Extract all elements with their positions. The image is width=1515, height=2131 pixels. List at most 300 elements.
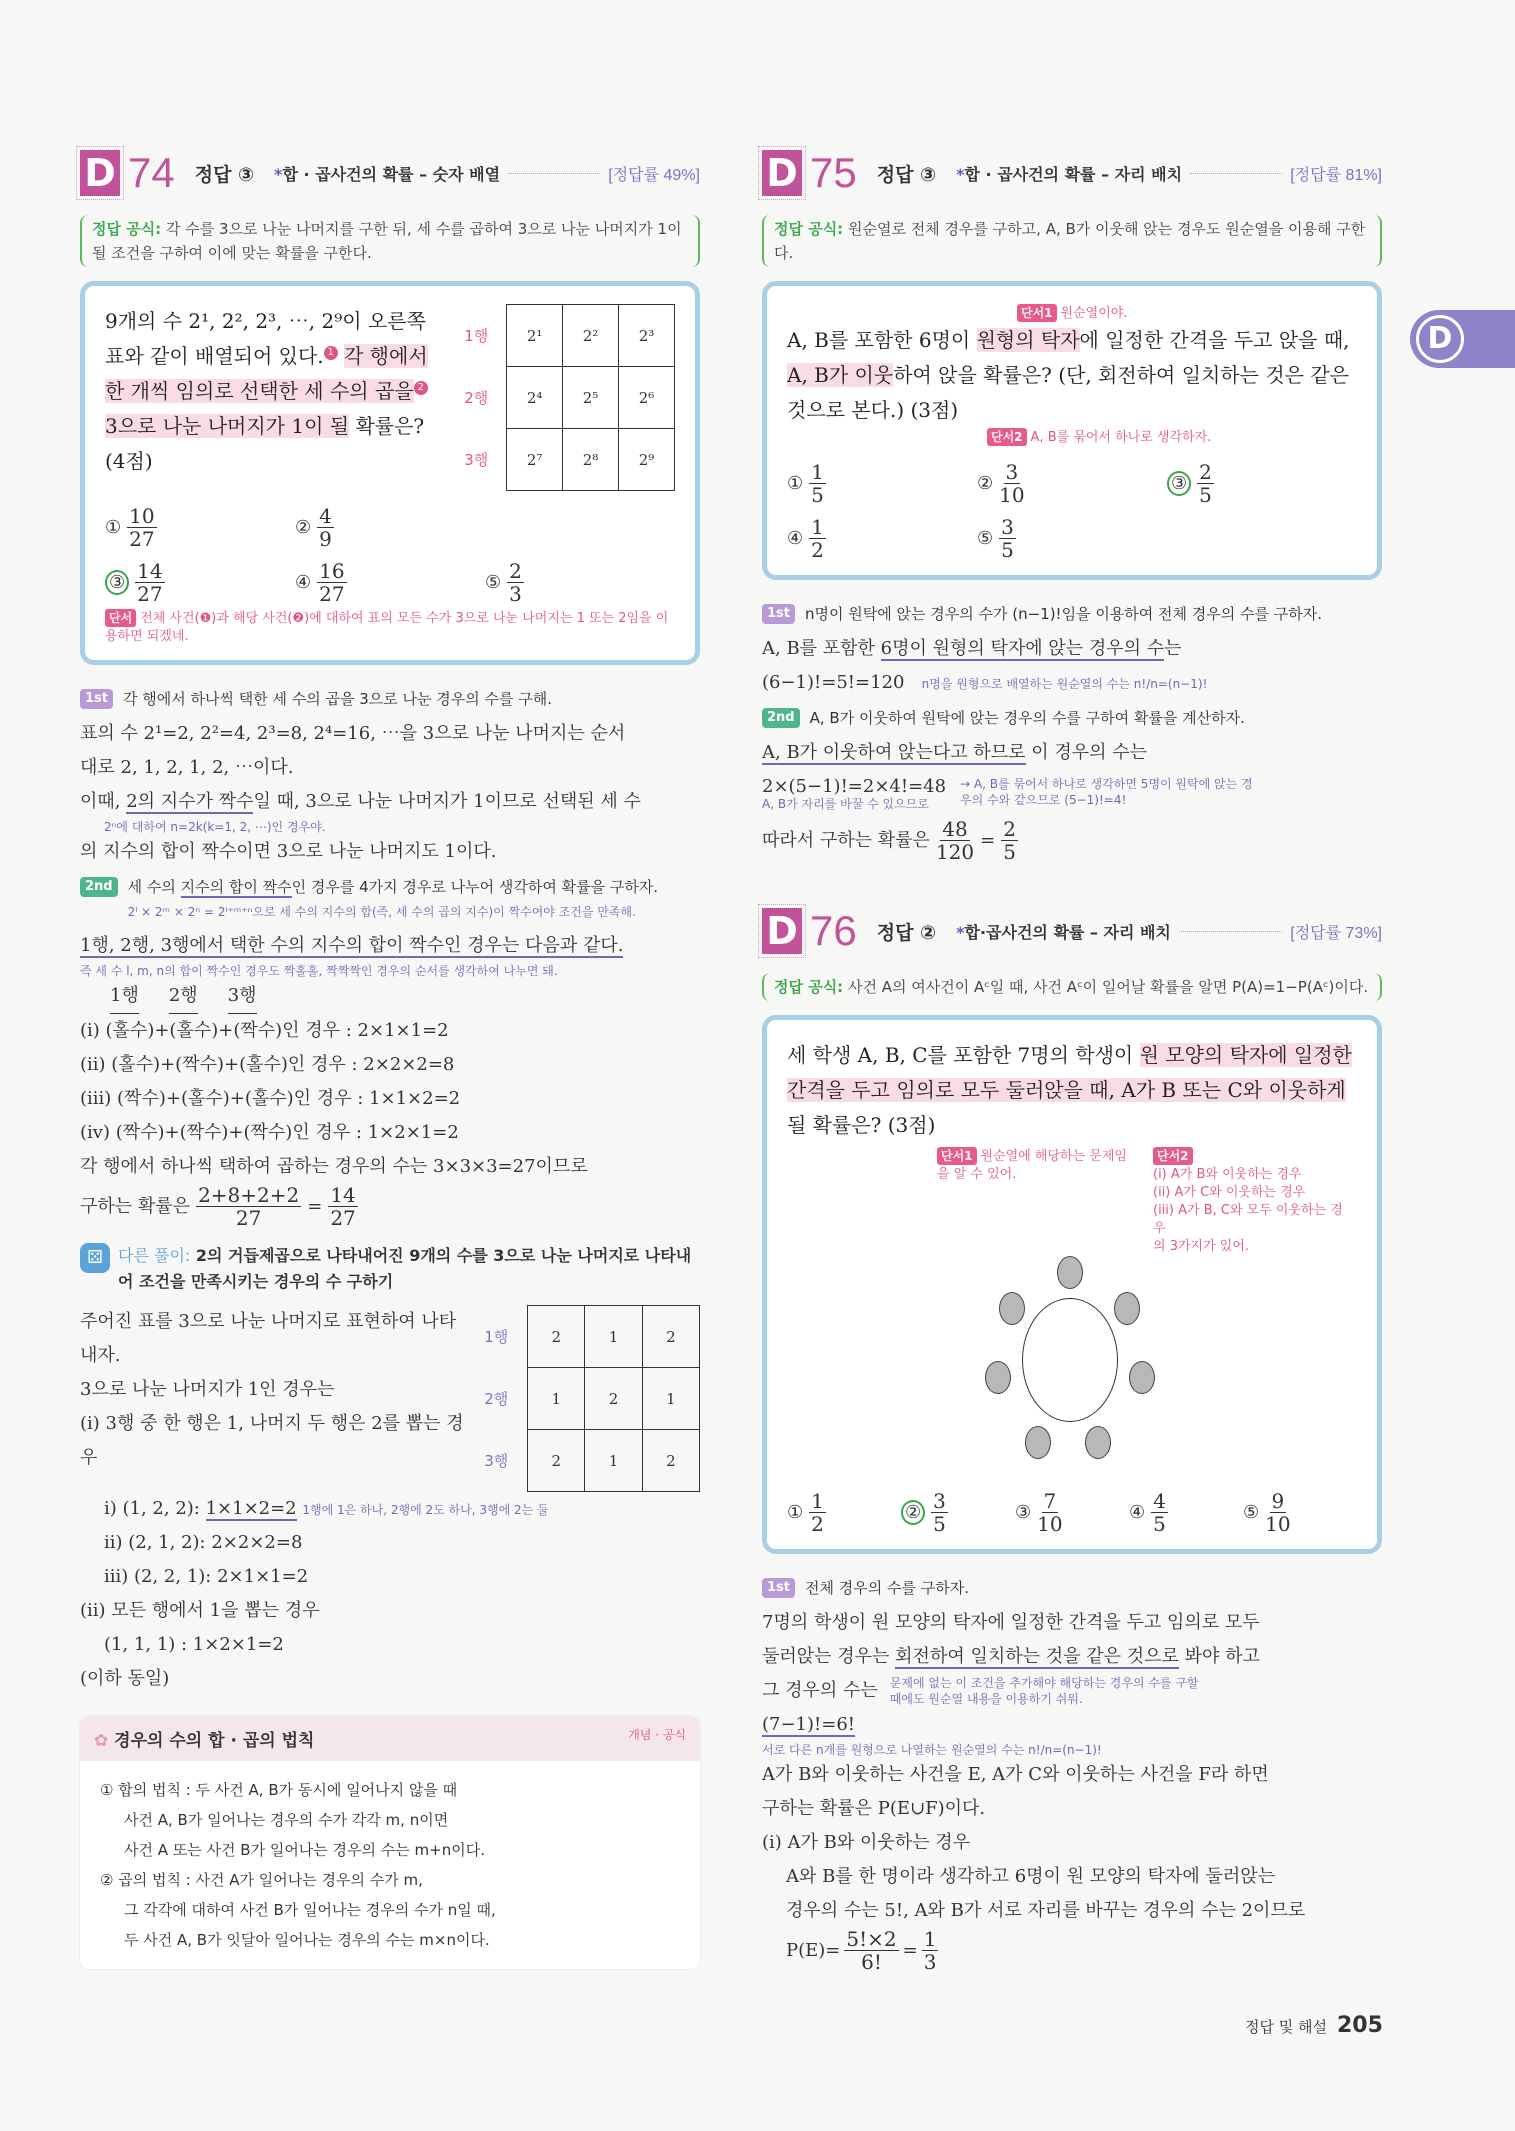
annotation-note: 2ⁿ에 대하여 n=2k(k=1, 2, ⋯)인 경우야. — [104, 820, 326, 834]
fraction — [999, 461, 1024, 506]
fraction — [999, 516, 1016, 561]
choice-4[interactable] — [787, 516, 977, 561]
question-text — [787, 1038, 1357, 1143]
text: ii) (2, 1, 2): — [104, 1532, 212, 1553]
column-heads — [80, 979, 700, 1014]
seat-icon — [1114, 1292, 1140, 1325]
q76-header — [762, 903, 1382, 959]
q75-question-box — [762, 281, 1382, 580]
concept-line: 두 사건 A, B가 잇달아 일어나는 경우의 수는 m×n이다. — [124, 1931, 490, 1949]
concept-box — [80, 1716, 700, 1969]
fraction — [1197, 461, 1214, 506]
denominator: 10 — [999, 483, 1025, 507]
choice-number: ⑤ — [1243, 1502, 1260, 1523]
text: P(E)= — [786, 1939, 841, 1961]
numerator: 4 — [319, 504, 332, 528]
exponent-grid — [450, 304, 675, 491]
annotation-note: 1행에 1은 하나, 2행에 2도 하나, 3행에 2는 둘 — [302, 1503, 549, 1517]
solution-line: A가 B와 이웃하는 사건을 E, A가 C와 이웃하는 사건을 F라 하면 — [762, 1764, 1269, 1785]
numerator: 10 — [129, 504, 155, 528]
grid-cell: 2 — [642, 1430, 699, 1492]
text: 될 확률은? (3점) — [787, 1113, 936, 1137]
numerator: 14 — [330, 1183, 356, 1207]
col-head: 3행 — [228, 979, 257, 1014]
text: 는 — [1164, 638, 1182, 659]
denominator: 27 — [129, 527, 155, 551]
solution-line — [80, 785, 700, 819]
step-2 — [80, 875, 700, 923]
solution-line — [762, 770, 1382, 812]
topic-label — [274, 162, 500, 185]
concept-line: 사건 A 또는 사건 B가 일어나는 경우의 수는 m+n이다. — [124, 1841, 485, 1859]
col-head: 2행 — [169, 979, 198, 1014]
question-highlight: A, B가 이웃 — [787, 363, 894, 387]
annotation-note: n명을 원형으로 배열하는 원순열의 수는 n!/n=(n−1)! — [921, 677, 1208, 691]
answer-formula — [762, 973, 1382, 1001]
underlined-text: A, B가 이웃하여 앉는다고 하므로 — [762, 742, 1026, 763]
subcase-line — [104, 1492, 700, 1526]
row-label: 1행 — [464, 327, 489, 345]
text: 따라서 구하는 확률은 — [762, 829, 930, 851]
expression: (6−1)!=5!=120 — [762, 672, 905, 693]
step-1 — [80, 687, 700, 711]
underlined-text: 1×1×2=2 — [205, 1498, 297, 1519]
fraction — [936, 818, 974, 863]
grid-cell: 2 — [528, 1430, 585, 1492]
choice-3[interactable] — [1015, 1490, 1129, 1535]
formula-text: 사건 A의 여사건이 Aᶜ일 때, 사건 Aᶜ이 일어날 확률을 알면 P(A)=1−P(Aᶜ)이다. — [847, 978, 1369, 996]
fraction — [922, 1928, 939, 1973]
grid-cell: 2⁵ — [563, 367, 619, 429]
denominator: 6! — [861, 1950, 882, 1974]
hint-tag: 단서2 — [987, 428, 1027, 446]
grid-cell: 2 — [585, 1368, 642, 1430]
numerator: 1 — [923, 1927, 937, 1951]
left-column — [80, 145, 700, 1969]
hint-line: (iii) A가 B, C와 모두 이웃하는 경우 — [1153, 1203, 1343, 1236]
fraction — [931, 1490, 948, 1535]
answer-choices — [787, 1490, 1357, 1535]
grid-cell: 1 — [528, 1368, 585, 1430]
annotation-note: 서로 다른 n개를 원형으로 나열하는 원순열의 수는 n!/n=(n−1)! — [762, 1743, 1102, 1757]
answer-choices — [787, 461, 1357, 561]
hint-line: 의 3가지가 있어. — [1153, 1239, 1250, 1254]
concept-header — [80, 1716, 700, 1761]
solution-line: (i) A가 B와 이웃하는 경우 — [762, 1832, 971, 1853]
row-label: 2행 — [484, 1390, 509, 1408]
solution-line: 3으로 나눈 나머지가 1인 경우는 — [80, 1379, 335, 1400]
hint-tag: 단서2 — [1153, 1147, 1193, 1165]
row-label: 1행 — [484, 1328, 509, 1346]
step-tag: 1st — [762, 604, 795, 624]
hint-line: (ii) A가 C와 이웃하는 경우 — [1153, 1185, 1306, 1200]
choice-number: ④ — [295, 572, 312, 593]
chapter-side-tab[interactable] — [1410, 310, 1515, 368]
hint-note — [105, 609, 675, 646]
numerator: 48 — [942, 817, 968, 841]
seat-icon — [999, 1292, 1025, 1325]
grid-cell: 2³ — [619, 305, 675, 367]
question-part: 확률은? (4점) — [105, 414, 425, 473]
solution-line: 표의 수 2¹=2, 2²=4, 2³=8, 2⁴=16, ⋯을 3으로 나눈 나머지는 순서 — [80, 723, 626, 744]
correct-rate: [정답률 81%] — [1290, 166, 1382, 184]
text: 둘러앉는 경우는 — [762, 1646, 896, 1667]
round-table — [1022, 1298, 1118, 1422]
seat-icon — [1085, 1426, 1111, 1459]
solution-line: 의 지수의 합이 짝수이면 3으로 나눈 나머지도 1이다. — [80, 841, 497, 862]
step-tag: 2nd — [80, 877, 118, 897]
step-text: n명이 원탁에 앉는 경우의 수가 (n−1)!임을 이용하여 전체 경우의 수를 구하자. — [805, 605, 1323, 623]
solution-text — [762, 632, 1382, 700]
q74-question-box — [80, 281, 700, 665]
hint-note-2 — [1153, 1147, 1343, 1256]
grid-cell: 1 — [642, 1368, 699, 1430]
section-badge: D — [80, 150, 120, 196]
row-label: 3행 — [464, 451, 489, 469]
fraction — [507, 560, 524, 605]
choice-number: ② — [295, 517, 312, 538]
answer-choices — [105, 505, 675, 605]
step-2 — [762, 706, 1382, 730]
leader-dots — [508, 173, 600, 174]
text: 2×2×2=8 — [211, 1532, 303, 1553]
grid-cell: 1 — [585, 1430, 642, 1492]
solution-line — [762, 632, 1382, 666]
equals: = — [307, 1195, 323, 1217]
denominator: 5 — [811, 483, 824, 507]
denominator: 10 — [1037, 1512, 1063, 1536]
numerator: 16 — [319, 559, 345, 583]
numerator: 3 — [933, 1489, 946, 1513]
concept-line: 그 각각에 대하여 사건 B가 일어나는 경우의 수가 n일 때, — [124, 1901, 496, 1919]
solution-line: (ii) 모든 행에서 1을 뽑는 경우 — [80, 1600, 320, 1621]
choice-number: ④ — [1129, 1502, 1146, 1523]
grid-cell: 2 — [642, 1306, 699, 1368]
solution-text — [762, 736, 1382, 863]
text: 일 때, 3으로 나눈 나머지가 1이므로 선택된 세 수 — [253, 791, 641, 812]
step-1 — [762, 602, 1382, 626]
correct-rate: [정답률 49%] — [608, 166, 700, 184]
denominator: 5 — [1199, 483, 1212, 507]
numerator: 9 — [1271, 1489, 1285, 1513]
fraction — [1151, 1490, 1168, 1535]
question-highlight: 각 행에서 한 개씩 임의로 선택한 세 수의 곱을 — [105, 344, 428, 403]
text: 이때, — [80, 791, 127, 812]
right-column — [762, 145, 1382, 1973]
formula-label: 정답 공식: — [92, 220, 162, 238]
question-highlight: 3으로 나눈 나머지가 1이 될 — [105, 414, 350, 438]
answer-formula — [80, 215, 700, 267]
denominator: 27 — [319, 582, 345, 606]
question-text — [787, 323, 1357, 428]
step-tag: 1st — [80, 689, 113, 709]
text: A, B를 포함한 — [762, 638, 881, 659]
correct-rate: [정답률 73%] — [1290, 924, 1382, 942]
chapter-letter-icon: D — [1416, 315, 1464, 363]
result-line — [80, 1184, 700, 1229]
denominator: 27 — [235, 1206, 262, 1230]
choice-number: ① — [787, 1502, 804, 1523]
numerator: 1 — [811, 460, 824, 484]
text: 구하는 확률은 — [80, 1195, 191, 1217]
underlined-text: 2의 지수가 짝수 — [126, 791, 254, 812]
hint-note-2 — [787, 428, 1357, 447]
choice-2[interactable] — [295, 505, 485, 550]
alt-title: 2의 거듭제곱으로 나타내어진 9개의 수를 3으로 나눈 나머지로 나타내어 조건을 만족시키는 경우의 수 구하기 — [118, 1246, 692, 1291]
grid-cell: 1 — [585, 1306, 642, 1368]
question-number: 74 — [128, 149, 175, 196]
denominator: 5 — [1003, 840, 1016, 864]
grid-cell: 2² — [563, 305, 619, 367]
denominator: 3 — [923, 1950, 937, 1974]
case-line: (iii) (짝수)+(홀수)+(홀수)인 경우 : 1×1×2=2 — [80, 1088, 461, 1109]
leader-dots — [1179, 931, 1282, 932]
choice-4[interactable] — [1129, 1490, 1243, 1535]
q75-header — [762, 145, 1382, 201]
choice-1[interactable] — [105, 505, 295, 550]
text: 세 학생 A, B, C를 포함한 7명의 학생이 — [787, 1043, 1140, 1067]
leader-dots — [1190, 173, 1282, 174]
text: 하여 앉을 확률은? (단, 회전하여 일치하는 것은 같은 것으로 본다.) (3점) — [787, 363, 1349, 422]
case-line: (ii) (홀수)+(짝수)+(홀수)인 경우 : 2×2×2=8 — [80, 1054, 455, 1075]
solution-text — [762, 1606, 1382, 1973]
subcase-line — [104, 1526, 700, 1560]
formula-label: 정답 공식: — [774, 978, 844, 996]
denominator: 5 — [933, 1512, 946, 1536]
marker-1-icon: 1 — [324, 346, 338, 360]
result-line — [762, 1928, 1382, 1973]
text: 인 경우를 4가지 경우로 나누어 생각하여 확률을 구하자. — [291, 878, 659, 896]
hint-note-1 — [787, 304, 1357, 323]
seat-icon — [1129, 1361, 1155, 1394]
choice-3-selected[interactable] — [1167, 461, 1357, 506]
topic-text: 합 · 곱사건의 확률 – 자리 배치 — [964, 164, 1183, 184]
hint-text: 원순열이야. — [1060, 306, 1128, 321]
numerator: 1 — [811, 1489, 824, 1513]
text: 세 수의 — [127, 878, 181, 896]
question-number: 76 — [810, 907, 857, 954]
text: 봐야 하고 — [1178, 1646, 1260, 1667]
q74-header — [80, 145, 700, 201]
grid-cell: 2⁸ — [563, 429, 619, 491]
solution-text — [80, 717, 700, 869]
remainder-grid — [470, 1305, 701, 1492]
q76-question-box — [762, 1015, 1382, 1554]
choice-number-circled: ② — [901, 1500, 925, 1525]
choice-number: ⑤ — [485, 572, 502, 593]
choice-number: ④ — [787, 528, 804, 549]
hint-line: (i) A가 B와 이웃하는 경우 — [1153, 1167, 1302, 1182]
choice-2-selected[interactable] — [901, 1490, 1015, 1535]
grid-cell: 2⁷ — [507, 429, 563, 491]
annotation-note: → A, B를 묶어서 하나로 생각하면 5명이 원탁에 앉는 경우의 수와 같으므로 (5−1)!=4! — [960, 777, 1253, 807]
annotation-note: 문제에 없는 이 조건을 추가해야 해당하는 경우의 수를 구할 때에도 원순열 내용을 이용하기 쉬워. — [889, 1676, 1199, 1706]
underlined-text: 지수의 합이 짝수 — [180, 878, 292, 896]
choice-5[interactable] — [1243, 1490, 1357, 1535]
annotation-note: 즉 세 수 l, m, n의 합이 짝수인 경우도 짝홀홀, 짝짝짝인 경우의 순서를 생각하여 나누면 돼. — [80, 964, 558, 978]
choice-4[interactable] — [295, 560, 485, 605]
denominator: 27 — [137, 582, 163, 606]
row-label: 2행 — [464, 389, 489, 407]
equals: = — [902, 1939, 918, 1961]
numerator: 2 — [1003, 817, 1016, 841]
hint-tag: 단서1 — [1017, 304, 1057, 322]
numerator: 14 — [137, 559, 163, 583]
star-icon: * — [956, 164, 965, 184]
solution-line: 1행, 2행, 3행에서 택한 수의 지수의 합이 짝수인 경우는 다음과 같다. — [80, 935, 624, 956]
expression: 2×(5−1)!=2×4!=48 — [762, 776, 947, 797]
question-number: 75 — [810, 149, 857, 196]
solution-text — [80, 929, 700, 1229]
denominator: 27 — [330, 1206, 356, 1230]
text: 에 일정한 간격을 두고 앉을 때, — [1079, 328, 1350, 352]
star-icon: * — [274, 164, 283, 184]
subcase-line — [104, 1560, 700, 1594]
section-badge: D — [762, 908, 802, 954]
text: 이 경우의 수는 — [1025, 742, 1147, 763]
solution-line — [762, 736, 1382, 770]
grid-cell: 2¹ — [507, 305, 563, 367]
text: 2×1×1=2 — [217, 1566, 309, 1587]
answer-label: 정답 ② — [876, 921, 937, 944]
solution-line: 대로 2, 1, 2, 1, 2, ⋯이다. — [80, 757, 294, 778]
hint-tag: 단서 — [105, 609, 136, 627]
formula-text: 원순열로 전체 경우를 구하고, A, B가 이웃해 앉는 경우도 원순열을 이용해 구한다. — [774, 220, 1366, 262]
numerator: 2 — [1199, 460, 1212, 484]
denominator: 5 — [1153, 1512, 1166, 1536]
fraction — [844, 1928, 898, 1973]
fraction — [135, 560, 164, 605]
solution-line: (이하 동일) — [80, 1668, 170, 1689]
fraction — [1001, 818, 1018, 863]
question-part: 9개의 수 2¹, 2², 2³, ⋯, 2⁹이 오른쪽 표와 같이 배열되어 있다. — [105, 309, 426, 368]
row-label: 3행 — [484, 1452, 509, 1470]
grid-cell: 2⁶ — [619, 367, 675, 429]
numerator: 3 — [1001, 515, 1014, 539]
fraction — [317, 560, 346, 605]
step-tag: 1st — [762, 1578, 795, 1598]
annotation-note: 2ˡ × 2ᵐ × 2ⁿ = 2ˡ⁺ᵐ⁺ⁿ으로 세 수의 지수의 합(즉, 세 수의 곱의 지수)이 짝수여야 조건을 만족해. — [127, 905, 636, 919]
text: iii) (2, 2, 1): — [104, 1566, 218, 1587]
choice-2[interactable] — [977, 461, 1167, 506]
equals: = — [980, 829, 996, 851]
numerator: 3 — [1005, 460, 1019, 484]
denominator: 2 — [811, 1512, 824, 1536]
alt-solution-text — [80, 1594, 700, 1696]
alt-solution-header — [80, 1243, 700, 1295]
answer-label: 정답 ③ — [876, 163, 937, 186]
question-highlight: 원 모양의 탁자에 일정한 간격을 두고 임의로 모두 둘러앉을 때, A가 B 또는 C와 이웃하게 — [787, 1043, 1352, 1102]
denominator: 10 — [1265, 1512, 1291, 1536]
solution-line: 경우의 수는 5!, A와 B가 서로 자리를 바꾸는 경우의 수는 2이므로 — [786, 1900, 1306, 1921]
concept-line: ① 합의 법칙 : 두 사건 A, B가 동시에 일어나지 않을 때 — [100, 1781, 458, 1799]
alt-label: 다른 풀이: — [118, 1246, 191, 1265]
col-head: 1행 — [110, 979, 139, 1014]
denominator: 3 — [509, 582, 522, 606]
alt-solution-text — [80, 1305, 470, 1492]
hint-tag: 단서1 — [937, 1147, 977, 1165]
numerator: 5!×2 — [846, 1927, 897, 1951]
hint-text: 원순열에 해당하는 문제임을 알 수 있어. — [937, 1149, 1127, 1182]
fraction — [809, 461, 826, 506]
solution-line — [762, 1674, 1382, 1708]
grid-cell: 2⁴ — [507, 367, 563, 429]
choice-1[interactable] — [787, 461, 977, 506]
fraction — [317, 505, 334, 550]
hints-row — [787, 1147, 1357, 1256]
concept-body — [80, 1761, 700, 1969]
expression: (7−1)!=6! — [762, 1714, 856, 1735]
star-icon: * — [956, 922, 965, 942]
alt-subcases — [80, 1492, 700, 1594]
flower-icon: ✿ — [94, 1731, 109, 1751]
text: 그 경우의 수는 — [762, 1680, 878, 1701]
question-text — [105, 304, 430, 491]
choice-1[interactable] — [787, 1490, 901, 1535]
choice-number-circled: ③ — [1167, 471, 1191, 496]
solution-line — [762, 666, 1382, 700]
result-line — [762, 818, 1382, 863]
case-line: (i) (홀수)+(홀수)+(짝수)인 경우 : 2×1×1=2 — [80, 1020, 449, 1041]
solution-line: (i) 3행 중 한 행은 1, 나머지 두 행은 2를 뽑는 경우 — [80, 1413, 464, 1468]
choice-number: ① — [105, 517, 122, 538]
solution-line: 구하는 확률은 P(E∪F)이다. — [762, 1798, 986, 1819]
denominator: 9 — [319, 527, 332, 551]
solution-line: 각 행에서 하나씩 택하여 곱하는 경우의 수는 3×3×3=27이므로 — [80, 1156, 588, 1177]
concept-title: 경우의 수의 합 · 곱의 법칙 — [114, 1731, 315, 1751]
step-text: A, B가 이웃하여 원탁에 앉는 경우의 수를 구하여 확률을 계산하자. — [809, 709, 1245, 727]
step-1 — [762, 1576, 1382, 1600]
page-footer — [1245, 2013, 1383, 2038]
case-line: (iv) (짝수)+(짝수)+(짝수)인 경우 : 1×2×1=2 — [80, 1122, 459, 1143]
choice-5[interactable] — [977, 516, 1167, 561]
numerator: 7 — [1043, 1489, 1057, 1513]
solution-line — [762, 1640, 1382, 1674]
denominator: 120 — [935, 840, 975, 864]
solution-line: 주어진 표를 3으로 나눈 나머지로 표현하여 나타내자. — [80, 1311, 457, 1366]
annotation-note: A, B가 자리를 바꿀 수 있으므로 — [762, 797, 929, 811]
alt-solution — [80, 1305, 700, 1492]
choice-number: ① — [787, 473, 804, 494]
concept-tag: 개념 · 공식 — [628, 1728, 686, 1742]
topic-text: 합·곱사건의 확률 – 자리 배치 — [964, 922, 1171, 942]
topic-label — [956, 162, 1182, 185]
choice-number: ⑤ — [977, 528, 994, 549]
step-text: 전체 경우의 수를 구하자. — [805, 1579, 969, 1597]
concept-line: ② 곱의 법칙 : 사건 A가 일어나는 경우의 수가 m, — [100, 1871, 423, 1889]
step-tag: 2nd — [762, 708, 800, 728]
underlined-text: 6명이 원형의 탁자에 앉는 경우의 수 — [880, 638, 1165, 659]
numerator: 4 — [1153, 1489, 1166, 1513]
fraction — [127, 505, 156, 550]
answer-label: 정답 ③ — [194, 163, 255, 186]
fraction — [196, 1184, 301, 1229]
text: A, B를 포함한 6명이 — [787, 328, 977, 352]
text: i) (1, 2, 2): — [104, 1498, 206, 1519]
underlined-text: 회전하여 일치하는 것을 같은 것으로 — [895, 1646, 1179, 1667]
grid-cell: 2⁹ — [619, 429, 675, 491]
choice-number-circled: ③ — [105, 570, 129, 595]
seat-icon — [985, 1361, 1011, 1394]
fraction — [328, 1184, 357, 1229]
hint-text: A, B를 묶어서 하나로 생각하자. — [1030, 430, 1212, 445]
denominator: 5 — [1001, 538, 1014, 562]
fraction — [1037, 1490, 1062, 1535]
seat-icon — [1025, 1426, 1051, 1459]
denominator: 2 — [811, 538, 824, 562]
choice-5[interactable] — [485, 560, 675, 605]
choice-3-selected[interactable] — [105, 560, 295, 605]
